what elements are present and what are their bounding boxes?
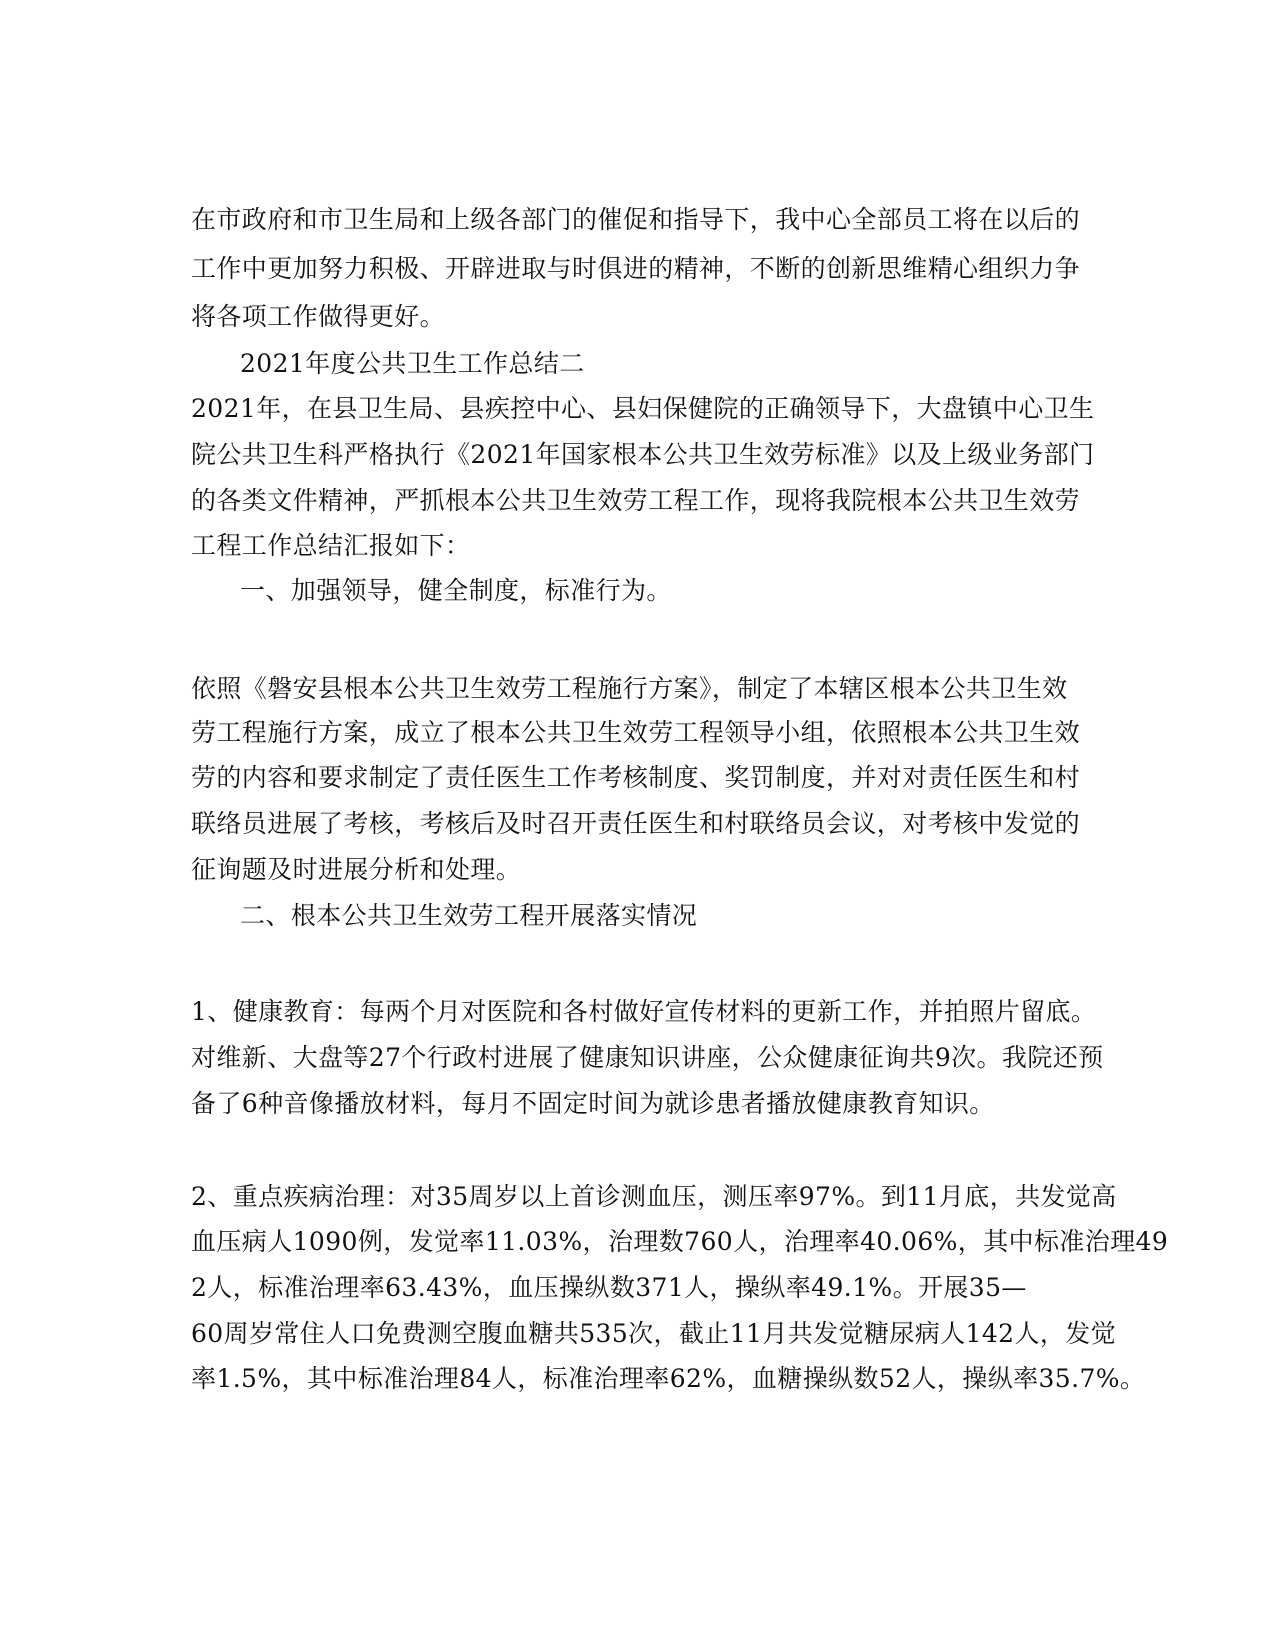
paragraph-line: 工程工作总结汇报如下： [191, 531, 471, 560]
subsection-heading: 一、加强领导，健全制度，标准行为。 [240, 576, 672, 605]
paragraph-line: 2021年，在县卫生局、县疾控中心、县妇保健院的正确领导下，大盘镇中心卫生 [191, 394, 1095, 423]
section-heading: 2021年度公共卫生工作总结二 [240, 349, 585, 378]
paragraph-line: 在市政府和市卫生局和上级各部门的催促和指导下，我中心全部员工将在以后的 [191, 205, 1081, 234]
paragraph-line: 将各项工作做得更好。 [191, 302, 446, 331]
paragraph-line: 的各类文件精神，严抓根本公共卫生效劳工程工作，现将我院根本公共卫生效劳 [191, 486, 1081, 515]
paragraph-line: 联络员进展了考核，考核后及时召开责任医生和村联络员会议，对考核中发觉的 [191, 809, 1081, 838]
subsection-heading: 二、根本公共卫生效劳工程开展落实情况 [240, 901, 698, 930]
paragraph-line: 率1.5%，其中标准治理84人，标准治理率62%，血糖操纵数52人，操纵率35.7%。 [191, 1364, 1146, 1393]
paragraph-line: 血压病人1090例，发觉率11.03%，治理数760人，治理率40.06%，其中标准治理49 [191, 1227, 1169, 1256]
paragraph-line: 劳工程施行方案，成立了根本公共卫生效劳工程领导小组，依照根本公共卫生效 [191, 718, 1081, 747]
paragraph-line: 2人，标准治理率63.43%，血压操纵数371人，操纵率49.1%。开展35— [191, 1273, 1027, 1302]
paragraph-line: 依照《磐安县根本公共卫生效劳工程施行方案》，制定了本辖区根本公共卫生效 [191, 674, 1068, 703]
paragraph-line: 征询题及时进展分析和处理。 [191, 855, 522, 884]
paragraph-line: 2、重点疾病治理：对35周岁以上首诊测血压，测压率97%。到11月底，共发觉高 [191, 1182, 1117, 1211]
paragraph-line: 劳的内容和要求制定了责任医生工作考核制度、奖罚制度，并对对责任医生和村 [191, 763, 1081, 792]
paragraph-line: 备了6种音像播放材料，每月不固定时间为就诊患者播放健康教育知识。 [191, 1089, 995, 1118]
paragraph-line: 1、健康教育：每两个月对医院和各村做好宣传材料的更新工作，并拍照片留底。 [191, 997, 1097, 1026]
paragraph-line: 60周岁常住人口免费测空腹血糖共535次，截止11月共发觉糖尿病人142人，发觉 [191, 1319, 1117, 1348]
paragraph-line: 工作中更加努力积极、开辟进取与时俱进的精神，不断的创新思维精心组织力争 [191, 254, 1081, 283]
paragraph-line: 对维新、大盘等27个行政村进展了健康知识讲座，公众健康征询共9次。我院还预 [191, 1043, 1104, 1072]
paragraph-line: 院公共卫生科严格执行《2021年国家根本公共卫生效劳标准》以及上级业务部门 [191, 440, 1095, 469]
